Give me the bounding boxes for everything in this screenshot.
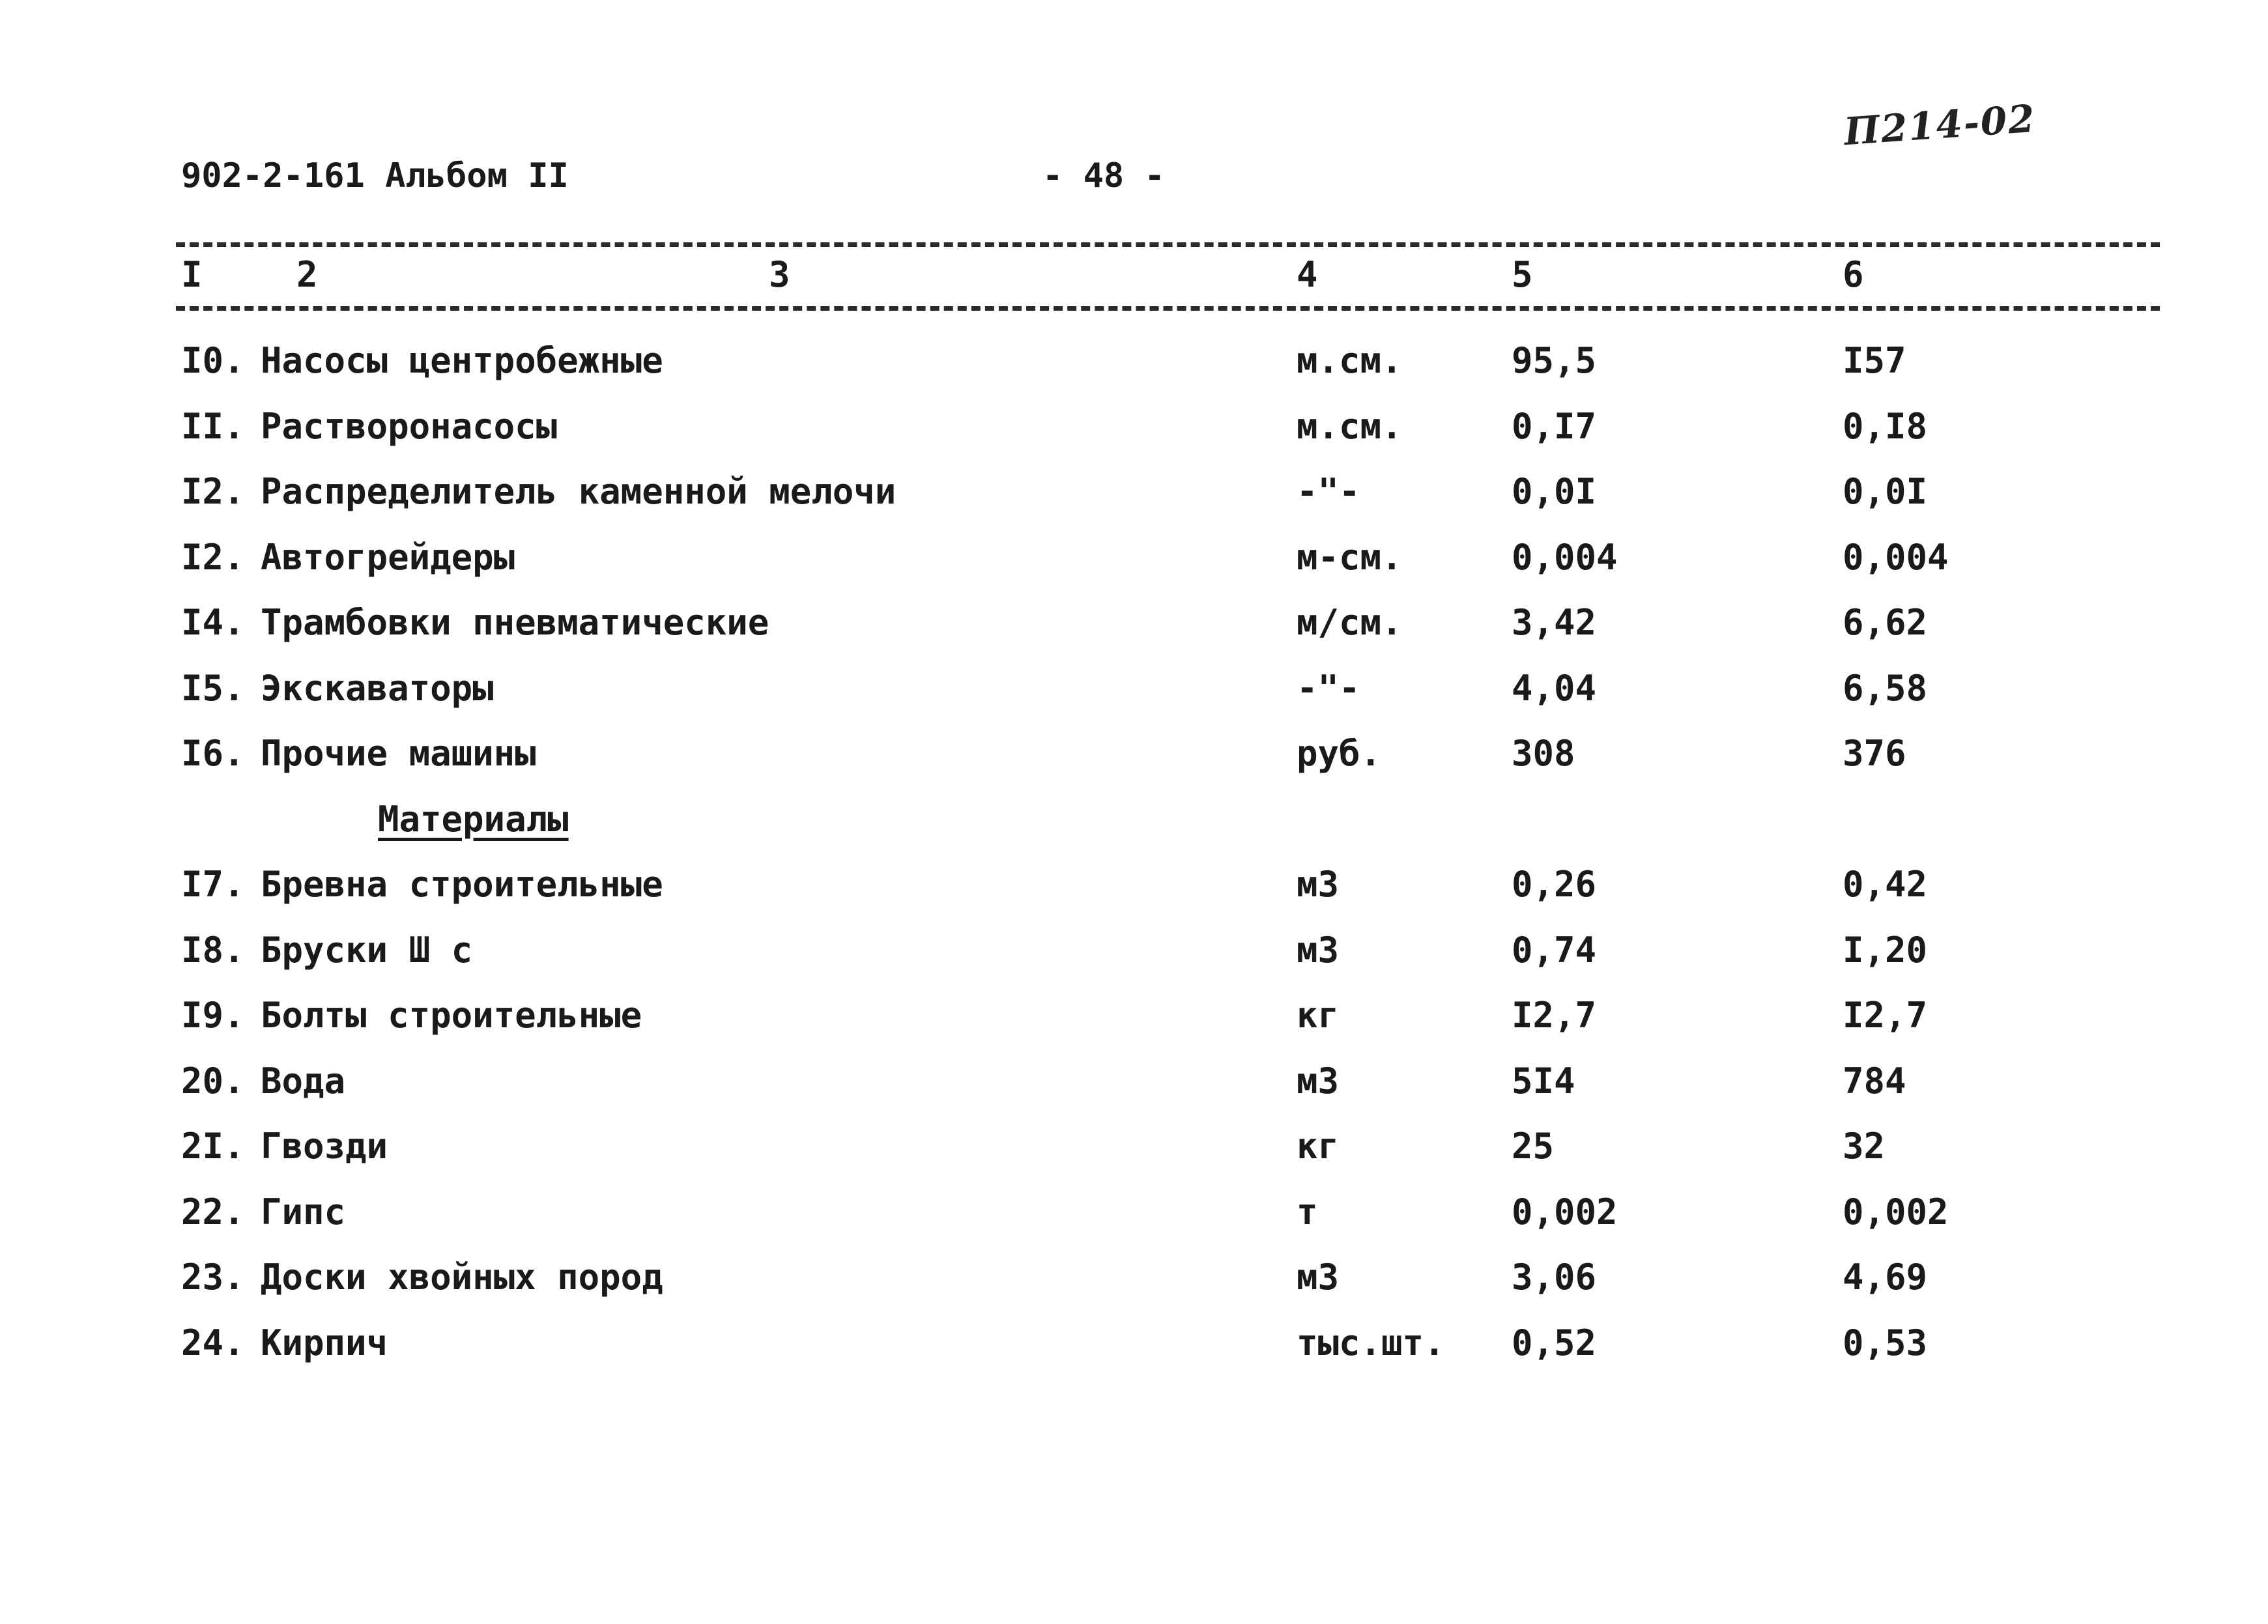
row-unit: м3	[1297, 929, 1340, 971]
table-row	[0, 653, 2268, 719]
row-name: Гипс	[261, 1191, 346, 1232]
row-number: I8.	[181, 929, 245, 971]
row-name: Трамбовки пневматические	[261, 602, 769, 643]
row-value-5: 95,5	[1512, 340, 1597, 381]
row-value-6: 32	[1843, 1126, 1886, 1167]
row-number: I9.	[181, 995, 245, 1036]
table-header-rule	[176, 306, 2160, 311]
row-name: Гвозди	[261, 1126, 388, 1167]
table-row	[0, 1242, 2268, 1308]
row-name: Прочие машины	[261, 733, 536, 774]
row-name: Болты строительные	[261, 995, 642, 1036]
table-row	[0, 392, 2268, 457]
row-number: I0.	[181, 340, 245, 381]
table-row	[0, 1111, 2268, 1177]
row-value-5: 5I4	[1512, 1060, 1575, 1102]
row-unit: м/см.	[1297, 602, 1403, 643]
row-name: Кирпич	[261, 1322, 388, 1363]
row-unit: м3	[1297, 864, 1340, 905]
row-unit: кг	[1297, 995, 1340, 1036]
row-value-5: 0,004	[1512, 536, 1618, 578]
row-value-6: 784	[1843, 1060, 1906, 1102]
table-row	[0, 522, 2268, 588]
document-code: 902-2-161 Альбом II	[181, 156, 569, 195]
row-value-5: 25	[1512, 1126, 1555, 1167]
row-unit: кг	[1297, 1126, 1340, 1167]
column-header-5: 5	[1512, 254, 1533, 295]
row-value-5: 4,04	[1512, 667, 1597, 709]
row-number: I2.	[181, 536, 245, 578]
row-value-6: I,20	[1843, 929, 1928, 971]
row-number: I5.	[181, 667, 245, 709]
row-unit: -"-	[1297, 667, 1360, 709]
row-value-5: 308	[1512, 733, 1575, 774]
table-row	[0, 719, 2268, 784]
row-name: Распределитель каменной мелочи	[261, 471, 897, 512]
row-value-6: I2,7	[1843, 995, 1928, 1036]
row-unit: тыс.шт.	[1297, 1322, 1445, 1363]
row-name: Насосы центробежные	[261, 340, 663, 381]
table-row	[0, 1308, 2268, 1374]
row-value-6: 0,42	[1843, 864, 1928, 905]
row-number: I2.	[181, 471, 245, 512]
handwritten-mark: П214-02	[1842, 96, 2037, 154]
row-number: 22.	[181, 1191, 245, 1232]
column-header-1: I	[181, 254, 203, 295]
row-value-5: 0,26	[1512, 864, 1597, 905]
row-value-6: 0,004	[1843, 536, 1949, 578]
row-number: 20.	[181, 1060, 245, 1102]
row-value-5: 0,002	[1512, 1191, 1618, 1232]
table-row	[0, 588, 2268, 653]
row-unit: м-см.	[1297, 536, 1403, 578]
row-value-5: I2,7	[1512, 995, 1597, 1036]
row-number: 2I.	[181, 1126, 245, 1167]
table-body	[0, 326, 2268, 1373]
table-row	[0, 915, 2268, 981]
row-value-6: 0,002	[1843, 1191, 1949, 1232]
row-value-6: 4,69	[1843, 1257, 1928, 1298]
row-name: Бруски Ш с	[261, 929, 473, 971]
table-top-rule	[176, 242, 2160, 247]
section-row	[0, 784, 2268, 850]
table-row	[0, 457, 2268, 522]
row-name: Доски хвойных пород	[261, 1257, 663, 1298]
row-unit: м3	[1297, 1060, 1340, 1102]
row-value-6: 6,62	[1843, 602, 1928, 643]
row-value-5: 0,I7	[1512, 405, 1597, 447]
row-number: I7.	[181, 864, 245, 905]
row-number: 23.	[181, 1257, 245, 1298]
column-header-3: 3	[769, 254, 790, 295]
row-value-6: 6,58	[1843, 667, 1928, 709]
row-value-5: 0,74	[1512, 929, 1597, 971]
row-value-6: 376	[1843, 733, 1906, 774]
table-row	[0, 1046, 2268, 1112]
row-value-5: 0,0I	[1512, 471, 1597, 512]
row-name: Автогрейдеры	[261, 536, 515, 578]
row-number: 24.	[181, 1322, 245, 1363]
row-name: Экскаваторы	[261, 667, 494, 709]
row-value-5: 3,42	[1512, 602, 1597, 643]
row-number: I4.	[181, 602, 245, 643]
row-unit: -"-	[1297, 471, 1360, 512]
section-title-materials: Материалы	[378, 798, 569, 840]
row-value-5: 3,06	[1512, 1257, 1597, 1298]
row-value-5: 0,52	[1512, 1322, 1597, 1363]
row-name: Вода	[261, 1060, 346, 1102]
row-number: II.	[181, 405, 245, 447]
row-value-6: 0,I8	[1843, 405, 1928, 447]
row-unit: м3	[1297, 1257, 1340, 1298]
page-number: - 48 -	[1042, 156, 1165, 195]
row-unit: м.см.	[1297, 340, 1403, 381]
table-row	[0, 980, 2268, 1046]
row-value-6: 0,0I	[1843, 471, 1928, 512]
row-value-6: I57	[1843, 340, 1906, 381]
table-row	[0, 849, 2268, 915]
table-row	[0, 326, 2268, 392]
row-number: I6.	[181, 733, 245, 774]
table-row	[0, 1177, 2268, 1243]
row-name: Растворонасосы	[261, 405, 558, 447]
column-header-2: 2	[296, 254, 318, 295]
row-name: Бревна строительные	[261, 864, 663, 905]
row-unit: м.см.	[1297, 405, 1403, 447]
column-header-4: 4	[1297, 254, 1318, 295]
row-value-6: 0,53	[1843, 1322, 1928, 1363]
row-unit: руб.	[1297, 733, 1382, 774]
row-unit: т	[1297, 1191, 1318, 1232]
column-header-6: 6	[1843, 254, 1864, 295]
